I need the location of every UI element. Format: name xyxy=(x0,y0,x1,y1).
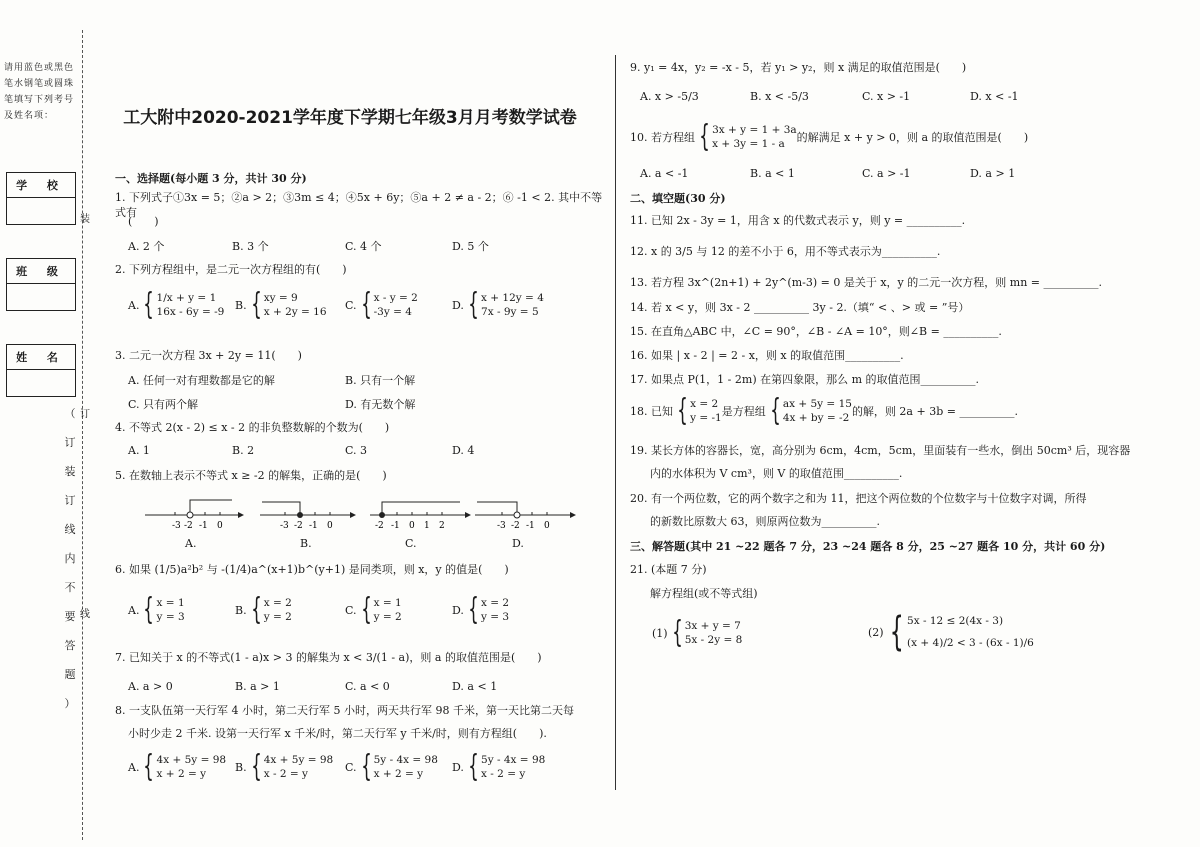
equation-row: x = 2 xyxy=(690,398,719,410)
part-label: (2) xyxy=(868,625,884,639)
school-label: 学 校 xyxy=(7,173,75,198)
equation-row: 3x + y = 7 xyxy=(684,620,741,632)
q10-suffix: 的解满足 x + y > 0，则 a 的取值范围是( ) xyxy=(796,130,1029,144)
q8-option-c[interactable] xyxy=(345,749,438,784)
q18-suffix: 的解，则 2a + 3b = __________. xyxy=(851,404,1018,418)
q7-option-d[interactable]: D. a < 1 xyxy=(452,680,498,693)
q12[interactable]: 12. x 的 3/5 与 12 的差不小于 6，用不等式表示为__________. xyxy=(630,245,941,258)
equation-row: 5y - 4x = 98 xyxy=(481,754,546,766)
equation-row: y = 2 xyxy=(263,611,292,623)
equation-row: x = 1 xyxy=(156,597,185,609)
q5-option-b[interactable]: B. xyxy=(300,537,312,550)
q4-option-a[interactable]: A. 1 xyxy=(128,444,150,457)
equation-row: 1/x + y = 1 xyxy=(156,292,217,304)
school-box xyxy=(6,172,76,225)
q4-option-d[interactable]: D. 4 xyxy=(452,444,475,457)
q5-line-c[interactable] xyxy=(370,502,471,531)
q8-stem-line1: 8. 一支队伍第一天行军 4 小时，第二天行军 5 小时，两天共行军 98 千米，第一天比第二天每 xyxy=(115,704,574,717)
brace-icon: { xyxy=(143,592,155,627)
option-label: A. xyxy=(128,603,140,617)
q20-line1: 20. 有一个两位数，它的两个数字之和为 11，把这个两位数的个位数字与十位数字对调，所得 xyxy=(630,492,1087,505)
column-divider xyxy=(615,55,616,790)
q5-option-a[interactable]: A. xyxy=(185,537,197,550)
tick-label: 0 xyxy=(544,521,550,531)
q7-option-b[interactable]: B. a > 1 xyxy=(235,680,280,693)
equation-row: x = 1 xyxy=(373,597,402,609)
tick-label: -2 xyxy=(375,521,384,531)
section-3-heading: 三、解答题(其中 21 ~22 题各 7 分，23 ~24 题各 8 分，25 ~27 题各 10 分，共计 60 分) xyxy=(630,540,1106,553)
q1-option-a[interactable]: A. 2 个 xyxy=(128,240,165,253)
binding-char: 答 xyxy=(64,639,76,652)
equation-row: x + 2 = y xyxy=(156,768,207,780)
tick-label: -1 xyxy=(526,521,535,531)
brace-icon: { xyxy=(699,119,710,154)
name-box xyxy=(6,344,76,397)
q21-part2[interactable] xyxy=(868,610,1034,654)
option-label: D. xyxy=(452,298,464,312)
q13[interactable]: 13. 若方程 3x^(2n+1) + 2y^(m-3) = 0 是关于 x，y 的二元一次方程，则 mn = __________. xyxy=(630,276,1102,289)
q18[interactable] xyxy=(630,393,1018,428)
binding-char: （ xyxy=(64,407,76,420)
side-mark-zhuang: 装 xyxy=(80,214,90,225)
q19-line1: 19. 某长方体的容器长，宽，高分别为 6cm，4cm，5cm，里面装有一些水，倒出 50cm³ 后，现容器 xyxy=(630,444,1131,457)
q10-stem xyxy=(630,119,1029,154)
part-label: (1) xyxy=(652,626,668,640)
q15[interactable]: 15. 在直角△ABC 中，∠C = 90°，∠B - ∠A = 10°，则∠B = __________. xyxy=(630,325,1002,338)
equation-row: 7x - 9y = 5 xyxy=(481,306,539,318)
q20-line2[interactable]: 的新数比原数大 63，则原两位数为__________. xyxy=(650,515,880,528)
class-box xyxy=(6,258,76,311)
q16[interactable]: 16. 如果 | x - 2 | = 2 - x，则 x 的取值范围__________. xyxy=(630,349,904,362)
tick-label: -2 xyxy=(184,521,193,531)
q11[interactable]: 11. 已知 2x - 3y = 1，用含 x 的代数式表示 y，则 y = __________. xyxy=(630,214,966,227)
tick-label: -1 xyxy=(309,521,318,531)
option-label: C. xyxy=(345,603,357,617)
equation-row: x - 2 = y xyxy=(481,768,526,780)
side-mark-ding: 订 xyxy=(80,409,90,420)
binding-char: ） xyxy=(64,697,76,710)
equation-row: y = 3 xyxy=(156,611,185,623)
equation-row: 4x + 5y = 98 xyxy=(263,754,334,766)
binding-char: 内 xyxy=(64,552,76,565)
tick-label: 0 xyxy=(327,521,333,531)
equation-row: x + 12y = 4 xyxy=(481,292,544,304)
q9-option-d[interactable]: D. x < -1 xyxy=(970,90,1019,103)
q1-stem: 1. 下列式子①3x = 5；②a > 2；③3m ≤ 4；④5x + 6y；⑤a + 2 ≠ a - 2；⑥ -1 < 2. 其中不等式有 xyxy=(115,191,603,219)
equation-row: x + 3y = 1 - a xyxy=(712,138,785,150)
q6-option-c[interactable] xyxy=(345,592,402,627)
binding-dash-line xyxy=(82,30,83,840)
tick-label: -2 xyxy=(294,521,303,531)
q6-option-b[interactable] xyxy=(235,592,292,627)
brace-icon: { xyxy=(250,287,262,322)
q17[interactable]: 17. 如果点 P(1，1 - 2m) 在第四象限，那么 m 的取值范围__________. xyxy=(630,373,980,386)
q21-header: 21. (本题 7 分) xyxy=(630,563,707,576)
side-mark-xian: 线 xyxy=(80,609,90,620)
equation-row: (x + 4)/2 < 3 - (6x - 1)/6 xyxy=(907,637,1034,649)
equation-row: -3y = 4 xyxy=(373,306,412,318)
q21-part1[interactable] xyxy=(652,615,743,650)
class-field[interactable] xyxy=(7,284,75,310)
q4-stem: 4. 不等式 2(x - 2) ≤ x - 2 的非负整数解的个数为( ) xyxy=(115,421,390,434)
option-label: A. xyxy=(128,298,140,312)
q4-option-b[interactable]: B. 2 xyxy=(232,444,255,457)
q8-stem-line2: 小时少走 2 千米. 设第一天行军 x 千米/时，第二天行军 y 千米/时，则有方程组( ). xyxy=(128,727,547,740)
q6-option-d[interactable] xyxy=(452,592,510,627)
q2-option-d[interactable] xyxy=(452,287,544,322)
brace-icon: { xyxy=(889,609,904,655)
q3-option-d[interactable]: D. 有无数个解 xyxy=(345,398,416,411)
q19-line2[interactable]: 内的水体积为 V cm³，则 V 的取值范围__________. xyxy=(650,467,903,480)
brace-icon: { xyxy=(671,615,683,650)
q10-option-c[interactable]: C. a > -1 xyxy=(862,167,911,180)
q18-middle: 是方程组 xyxy=(721,404,766,418)
equation-row: 3x + y = 1 + 3a xyxy=(712,124,797,136)
section-1-heading: 一、选择题(每小题 3 分，共计 30 分) xyxy=(115,172,307,185)
school-field[interactable] xyxy=(7,198,75,224)
q5-stem: 5. 在数轴上表示不等式 x ≥ -2 的解集，正确的是( ) xyxy=(115,469,387,482)
binding-vertical-text xyxy=(63,405,77,724)
equation-row: y = -1 xyxy=(690,412,722,424)
tick-label: 0 xyxy=(409,521,415,531)
binding-char: 要 xyxy=(64,610,76,623)
equation-row: x = 2 xyxy=(481,597,510,609)
q5-option-d[interactable]: D. xyxy=(512,537,524,550)
brace-icon: { xyxy=(770,393,781,428)
q10-option-a[interactable]: A. a < -1 xyxy=(640,167,689,180)
q9-option-c[interactable]: C. x > -1 xyxy=(862,90,911,103)
q14[interactable]: 14. 若 x < y，则 3x - 2 __________ 3y - 2.（填“ < 、> 或 = ”号） xyxy=(630,301,970,314)
q5-line-b[interactable] xyxy=(260,502,356,531)
q8-option-b[interactable] xyxy=(235,749,334,784)
option-label: C. xyxy=(345,760,357,774)
name-field[interactable] xyxy=(7,370,75,396)
option-label: D. xyxy=(452,760,464,774)
q21-instruction: 解方程组(或不等式组) xyxy=(650,587,758,600)
q3-option-a[interactable]: A. 任何一对有理数都是它的解 xyxy=(128,374,275,387)
q7-option-a[interactable]: A. a > 0 xyxy=(128,680,173,693)
option-label: C. xyxy=(345,298,357,312)
q1-option-b[interactable]: B. 3 个 xyxy=(232,240,269,253)
q3-stem: 3. 二元一次方程 3x + 2y = 11( ) xyxy=(115,349,302,362)
class-label: 班 级 xyxy=(7,259,75,284)
q10-option-b[interactable]: B. a < 1 xyxy=(750,167,795,180)
q10-option-d[interactable]: D. a > 1 xyxy=(970,167,1016,180)
brace-icon: { xyxy=(250,749,262,784)
q7-stem: 7. 已知关于 x 的不等式(1 - a)x > 3 的解集为 x < 3/(1 - a)，则 a 的取值范围是( ) xyxy=(115,651,542,664)
q2-stem: 2. 下列方程组中，是二元一次方程组的有( ) xyxy=(115,263,347,276)
q2-option-c[interactable] xyxy=(345,287,418,322)
binding-char: 订 xyxy=(64,494,76,507)
equation-row: x - 2 = y xyxy=(263,768,308,780)
q5-line-d[interactable] xyxy=(475,502,576,531)
brace-icon: { xyxy=(468,592,479,627)
q8-option-a[interactable] xyxy=(128,749,227,784)
q5-option-c[interactable]: C. xyxy=(405,537,417,550)
option-label: A. xyxy=(128,760,140,774)
q2-option-a[interactable] xyxy=(128,287,225,322)
option-label: B. xyxy=(235,298,247,312)
brace-icon: { xyxy=(677,393,688,428)
equation-row: y = 3 xyxy=(481,611,510,623)
q6-option-a[interactable] xyxy=(128,592,185,627)
equation-row: 5x - 12 ≤ 2(4x - 3) xyxy=(907,615,1004,627)
binding-char: 订 xyxy=(64,436,76,449)
equation-row: 16x - 6y = -9 xyxy=(156,306,225,318)
q3-option-b[interactable]: B. 只有一个解 xyxy=(345,374,416,387)
brace-icon: { xyxy=(143,287,155,322)
equation-row: ax + 5y = 15 xyxy=(782,398,852,410)
tick-label: -3 xyxy=(280,521,289,531)
q6-stem: 6. 如果 (1/5)a²b² 与 -(1/4)a^(x+1)b^(y+1) 是同类项，则 x，y 的值是( ) xyxy=(115,563,509,576)
brace-icon: { xyxy=(360,749,372,784)
brace-icon: { xyxy=(250,592,262,627)
q1-option-d[interactable]: D. 5 个 xyxy=(452,240,489,253)
q2-option-b[interactable] xyxy=(235,287,327,322)
option-label: B. xyxy=(235,760,247,774)
brace-icon: { xyxy=(360,287,372,322)
q9-option-a[interactable]: A. x > -5/3 xyxy=(640,90,699,103)
tick-label: 2 xyxy=(439,521,445,531)
tick-label: 0 xyxy=(217,521,223,531)
q1-blank: ( ) xyxy=(128,215,159,228)
q8-option-d[interactable] xyxy=(452,749,546,784)
q4-option-c[interactable]: C. 3 xyxy=(345,444,368,457)
side-instructions: 请用蓝色或黑色笔水钢笔或圆珠笔填写下列考号及姓名项： xyxy=(4,63,75,121)
equation-row: x - y = 2 xyxy=(373,292,418,304)
equation-row: y = 2 xyxy=(373,611,402,623)
section-2-heading: 二、填空题(30 分) xyxy=(630,192,726,205)
equation-row: x = 2 xyxy=(263,597,292,609)
binding-char: 装 xyxy=(64,465,76,478)
q7-option-c[interactable]: C. a < 0 xyxy=(345,680,390,693)
tick-label: -3 xyxy=(172,521,181,531)
option-label: D. xyxy=(452,603,464,617)
brace-icon: { xyxy=(468,287,479,322)
q9-stem: 9. y₁ = 4x，y₂ = -x - 5，若 y₁ > y₂，则 x 满足的取值范围是( ) xyxy=(630,61,967,74)
q1-option-c[interactable]: C. 4 个 xyxy=(345,240,382,253)
tick-label: 1 xyxy=(424,521,430,531)
equation-row: 4x + by = -2 xyxy=(782,412,850,424)
equation-row: x + 2y = 16 xyxy=(263,306,327,318)
tick-label: -2 xyxy=(511,521,520,531)
q3-option-c[interactable]: C. 只有两个解 xyxy=(128,398,199,411)
equation-row: 5x - 2y = 8 xyxy=(684,634,743,646)
q10-prefix: 10. 若方程组 xyxy=(630,130,695,144)
option-label: B. xyxy=(235,603,247,617)
binding-char: 不 xyxy=(64,581,76,594)
equation-row: 5y - 4x = 98 xyxy=(373,754,438,766)
equation-row: x + 2 = y xyxy=(373,768,424,780)
equation-row: xy = 9 xyxy=(263,292,298,304)
binding-char: 线 xyxy=(64,523,76,536)
brace-icon: { xyxy=(360,592,372,627)
q18-prefix: 18. 已知 xyxy=(630,404,673,418)
tick-label: -3 xyxy=(497,521,506,531)
q9-option-b[interactable]: B. x < -5/3 xyxy=(750,90,809,103)
name-label: 姓 名 xyxy=(7,345,75,370)
binding-char: 题 xyxy=(64,668,76,681)
page-title: 工大附中2020-2021学年度下学期七年级3月月考数学试卷 xyxy=(123,108,577,128)
brace-icon: { xyxy=(143,749,155,784)
tick-label: -1 xyxy=(199,521,208,531)
equation-row: 4x + 5y = 98 xyxy=(156,754,227,766)
brace-icon: { xyxy=(468,749,479,784)
q5-line-a[interactable] xyxy=(145,500,244,531)
tick-label: -1 xyxy=(391,521,400,531)
